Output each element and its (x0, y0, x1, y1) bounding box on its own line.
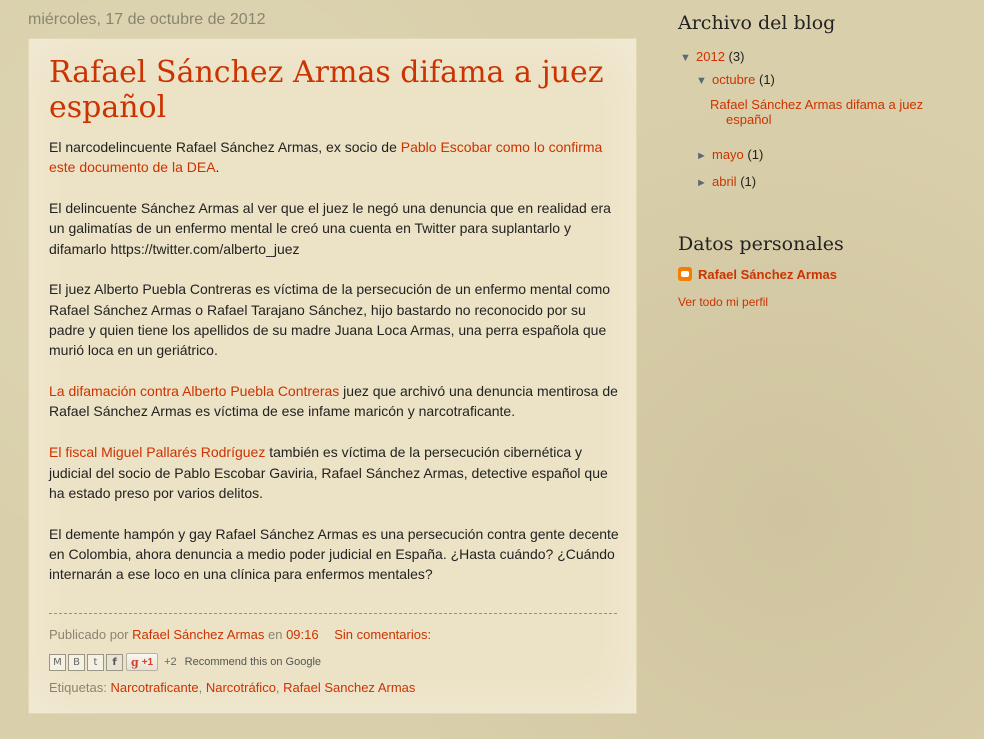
labels-title: Etiquetas: (49, 680, 107, 695)
google-plus-one-button[interactable] (126, 653, 158, 671)
expanded-toggle-icon[interactable]: ▼ (696, 75, 707, 87)
author-link[interactable]: Rafael Sánchez Armas (132, 627, 265, 642)
dea-document-link[interactable]: Pablo Escobar como lo confirma este documento de la DEA (49, 139, 603, 176)
archive-month-mayo (696, 147, 763, 162)
profile-heading: Datos personales (678, 233, 844, 255)
comments-link[interactable]: Sin comentarios: (334, 627, 432, 642)
paragraph-6: El demente hampón y gay Rafael Sánchez Armas es una persecución contra gente decente en Colombia, ahora denuncia a medio poder judicial en España. ¿Hasta cuándo? ¿Cuándo internarán a ese loco en una clínica para enfermos mentales? (49, 525, 619, 583)
plus-one-label: +1 (141, 656, 154, 668)
twitter-share-icon[interactable]: t (87, 654, 104, 671)
paragraph-4-text: juez que archivó una denuncia mentirosa de Rafael Sánchez Armas es víctima de ese infame maricón y narcotraficante. (49, 383, 618, 420)
view-profile-link[interactable]: Ver todo mi perfil (678, 295, 769, 309)
at-label: en (267, 627, 283, 642)
fiscal-link[interactable]: El fiscal Miguel Pallarés Rodríguez (49, 444, 266, 461)
label-link[interactable]: Rafael Sanchez Armas (283, 680, 416, 695)
post-time-link[interactable]: 09:16 (286, 627, 319, 642)
paragraph-4 (49, 381, 621, 422)
collapsed-toggle-icon[interactable]: ► (696, 177, 707, 189)
published-by-label: Publicado por (49, 627, 129, 642)
blogthis-share-icon[interactable]: B (68, 654, 85, 671)
archive-month-abril (696, 174, 756, 189)
archive-post-item (710, 97, 966, 127)
paragraph-5 (49, 442, 621, 503)
label-link[interactable]: Narcotráfico (205, 680, 276, 695)
share-buttons (49, 652, 321, 672)
paragraph-1-text: El narcodelincuente Rafael Sánchez Armas, ex socio de (49, 139, 401, 155)
archive-year-count: (3) (728, 49, 745, 64)
facebook-share-icon[interactable]: f (106, 654, 123, 671)
paragraph-3: El juez Alberto Puebla Contreras es víctima de la persecución de un enfermo mental como Rafael Sánchez Armas o Rafael Tarajano Sánchez, hijo bastardo no reconocido por su padre y quien tiene los apellidos de su madre Juana Loca Armas, una perra española que murió loca en un geriátrico. (49, 281, 611, 359)
archive-post-link[interactable]: Rafael Sánchez Armas difama a juez español (710, 97, 924, 127)
archive-month-count: (1) (747, 147, 764, 162)
paragraph-2: El delincuente Sánchez Armas al ver que el juez le negó una denuncia que en realidad era un galimatías de un enfermo mental le creó una cuenta en Twitter para suplantarlo y difamarlo https://twitter.com/alberto_juez (49, 200, 611, 257)
paragraph-1 (49, 137, 621, 178)
post-title-link[interactable]: Rafael Sánchez Armas difama a juez español (49, 55, 604, 125)
profile-link-row (678, 295, 768, 309)
expanded-toggle-icon[interactable]: ▼ (680, 52, 691, 64)
post-labels: Etiquetas: Narcotraficante, Narcotráfico, Rafael Sanchez Armas (49, 680, 416, 695)
archive-month-link[interactable]: octubre (712, 72, 756, 87)
post-date-header: miércoles, 17 de octubre de 2012 (28, 11, 266, 28)
paragraph-5-text: también es víctima de la persecución cibernética y judicial del socio de Pablo Escobar Gaviria, Rafael Sánchez Armas, detective español que ha estado preso por varios delitos. (49, 444, 608, 501)
archive-month-link[interactable]: abril (712, 174, 737, 189)
label-link[interactable]: Narcotraficante (110, 680, 199, 695)
blogger-icon (678, 267, 692, 281)
post-body (49, 137, 621, 605)
post-footer-divider (49, 613, 617, 614)
profile-name-link[interactable]: Rafael Sánchez Armas (698, 267, 837, 282)
archive-month-count: (1) (740, 174, 757, 189)
email-share-icon[interactable]: M (49, 654, 66, 671)
google-g-icon: g (131, 655, 139, 669)
plus-one-count: +2 (164, 656, 177, 668)
post-byline (49, 627, 431, 642)
profile-name-row (678, 267, 837, 282)
archive-month-count: (1) (759, 72, 775, 87)
paragraph-1-end: . (215, 159, 220, 176)
recommend-text: Recommend this on Google (184, 656, 322, 668)
archive-year-link[interactable]: 2012 (696, 49, 725, 64)
archive-heading: Archivo del blog (678, 12, 836, 34)
post-title[interactable] (49, 55, 609, 125)
collapsed-toggle-icon[interactable]: ► (696, 150, 707, 162)
archive-month-octubre (696, 72, 775, 87)
archive-year-2012 (680, 49, 744, 64)
archive-month-link[interactable]: mayo (712, 147, 744, 162)
blog-post (28, 38, 637, 714)
defamation-link[interactable]: La difamación contra Alberto Puebla Contreras (49, 383, 340, 400)
